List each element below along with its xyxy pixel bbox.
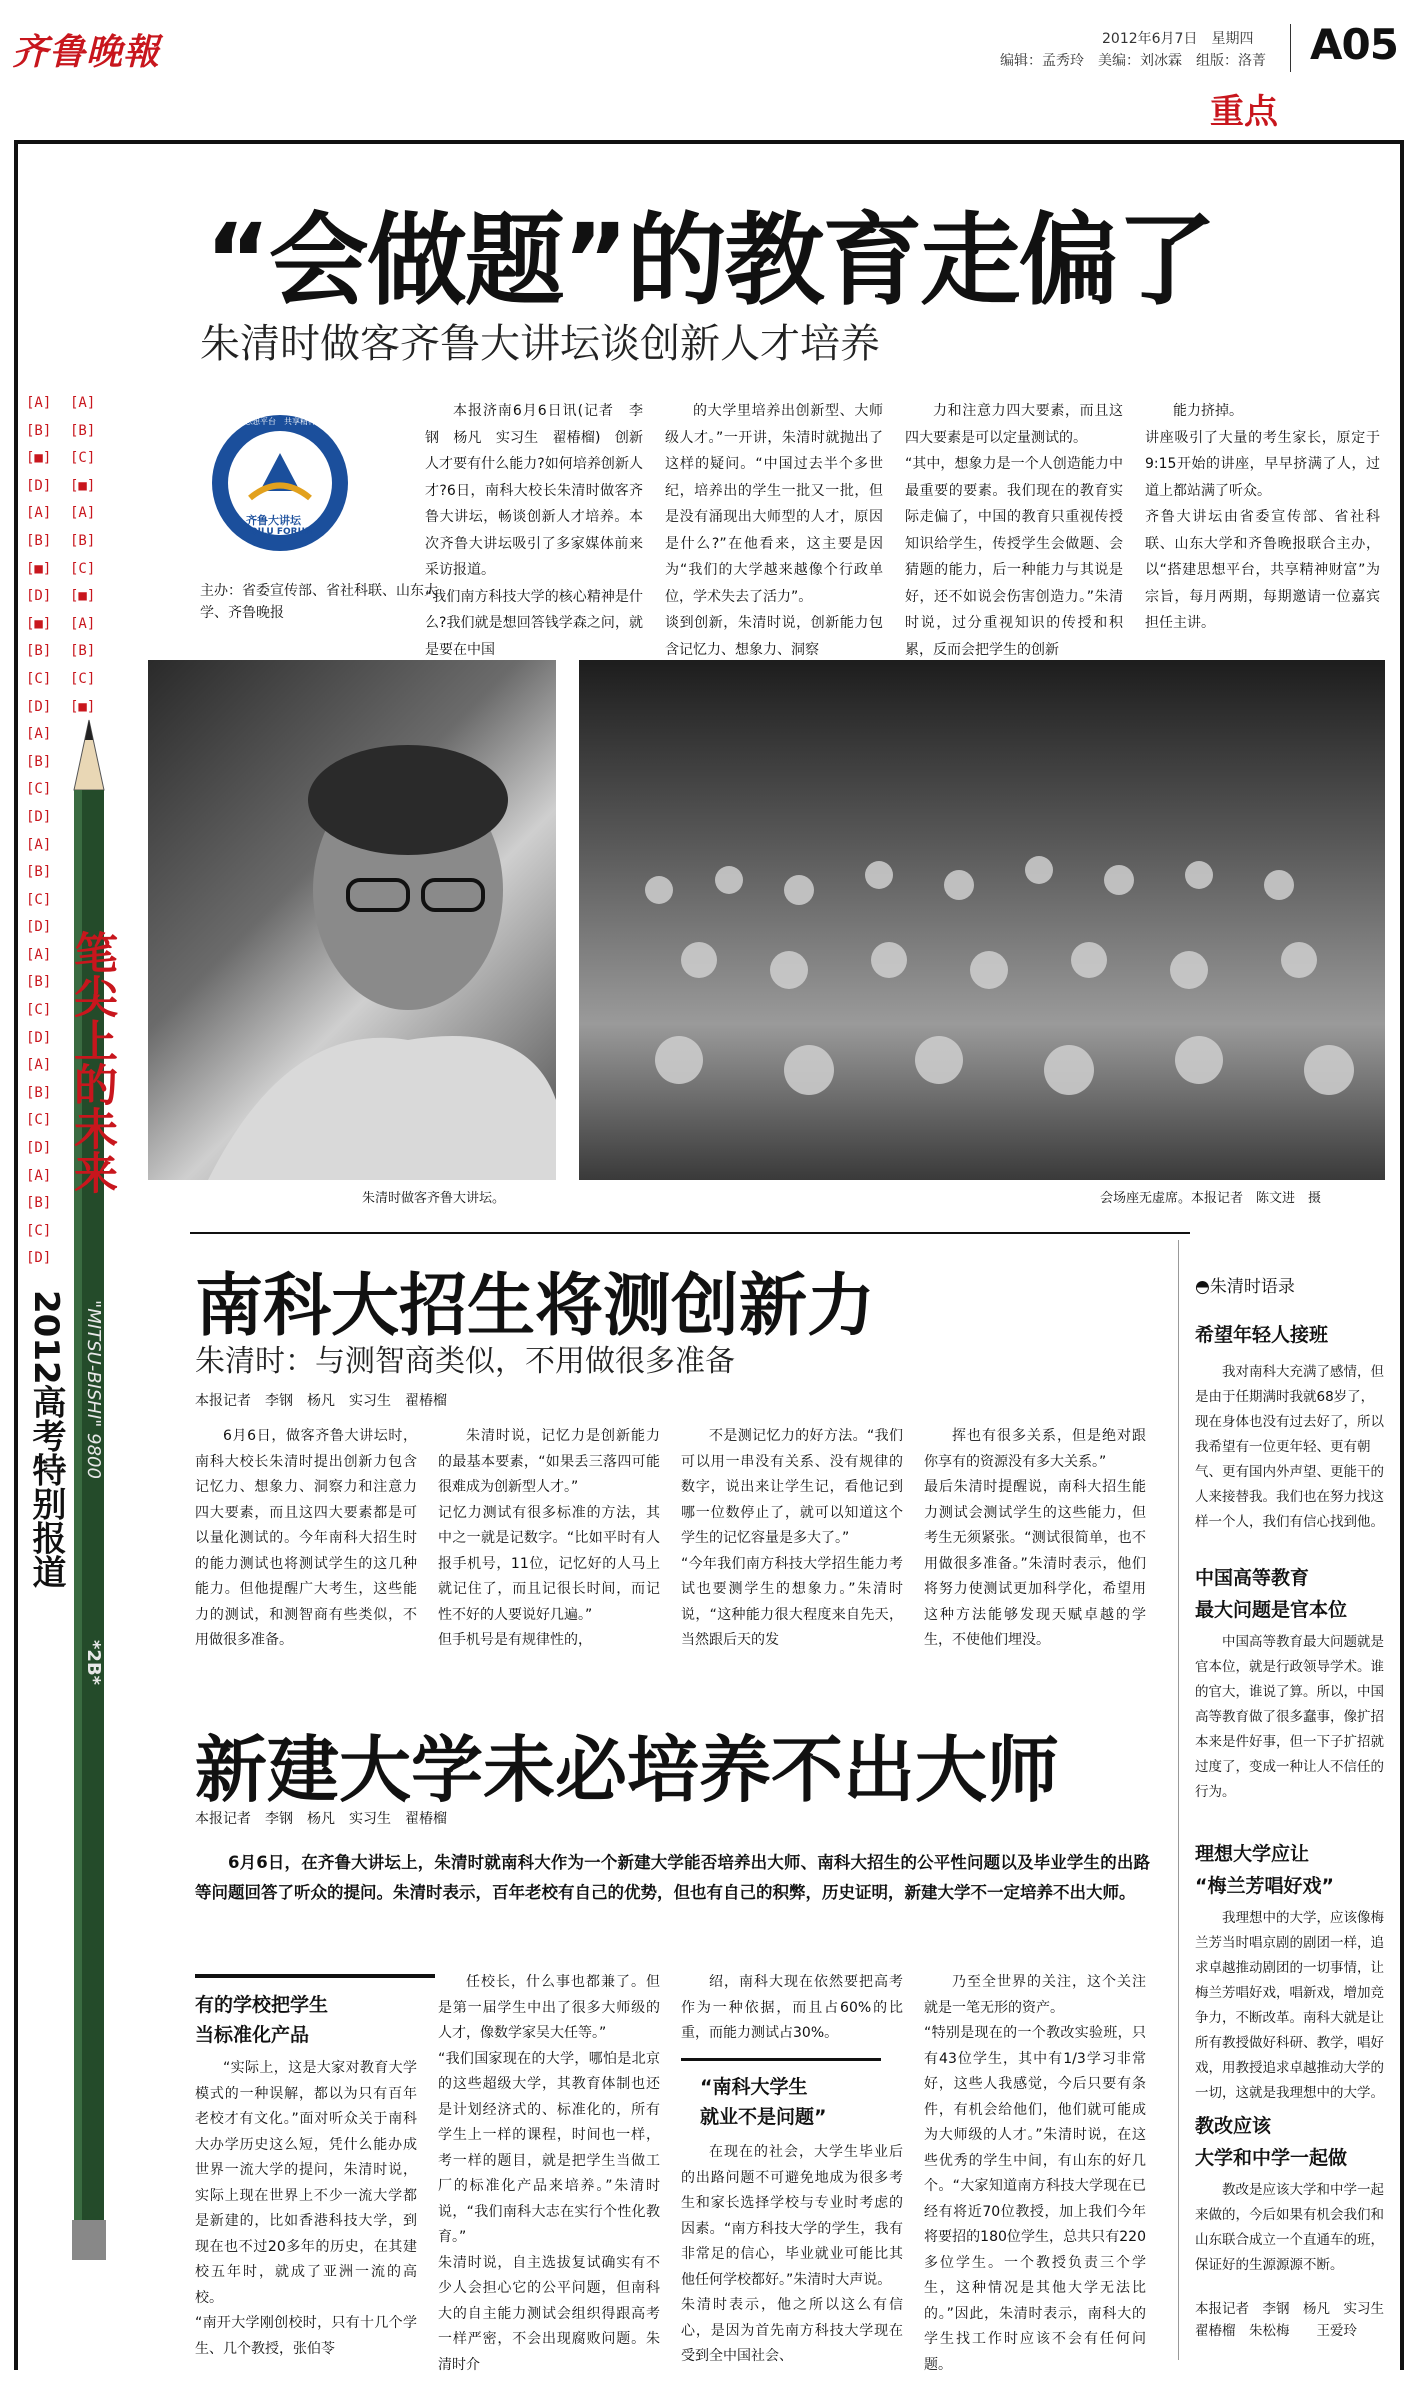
- quotes-divider: [1178, 1240, 1179, 2360]
- answer-options-column-a: [A] [B] [■] [D] [A] [B] [■] [D] [■] [B] [C] [D] [A] [B] [C] [D] [A] [B] [C] [D] [A] [B] [C] [D] [A] [B] [C] [D] [A] [B] [C] [D]: [26, 395, 52, 1267]
- article3-byline: 本报记者 李钢 杨凡 实习生 翟椿榴: [195, 1811, 447, 1827]
- article3-headline: 新建大学未必培养不出大师: [195, 1728, 1060, 1812]
- photo-speaker-caption: 朱清时做客齐鲁大讲坛。: [362, 1191, 506, 1206]
- photo-audience-caption: 会场座无虚席。本报记者 陈文进 摄: [1100, 1191, 1322, 1206]
- article3-col-4: 乃至全世界的关注，这个关注就是一笔无形的资产。 “特别是现在的一个教改实验班，只有43位学生，其中有1/3学习非常好，这些人我感觉，今后只要有条件，有机会给他们，他们就可能成为大师级的人才。”朱清时说，在这些优秀的学生中间，有山东的好几个。“大家知道南方科技大学现在已经有将近70位教授，加上我们今年将要招的180位学生，总共只有220多位学生。一个教授负责三个学生，这种情况是其他大学无法比的。”因此，朱清时表示，南科大的学生找工作时应该不会有任何问题。: [924, 1974, 1146, 2373]
- feature-col-4: 能力挤掉。 讲座吸引了大量的考生家长，原定于9:15开始的讲座，早早挤满了人，过道上都站满了听众。 齐鲁大讲坛由省委宣传部、省社科联、山东大学和齐鲁晚报联合主办，以“搭建思想平台，共享精神财富”为宗旨，每月两期，每期邀请一位嘉宾担任主讲。: [1145, 403, 1380, 631]
- masthead-divider: [1290, 24, 1291, 72]
- article2-col-4: 挥也有很多关系，但是绝对跟你享有的资源没有多大关系。” 最后朱清时提醒说，南科大招生能力测试会测试学生的这些能力，但考生无须紧张。“测试很简单，也不用做很多准备。”朱清时表示，他们将努力使测试更加科学化，希望用这种方法能够发现天赋卓越的学生，不使他们埋没。: [924, 1428, 1146, 1648]
- article3-sub1: 有的学校把学生 当标准化产品: [195, 1994, 329, 2046]
- quote1-title: 希望年轻人接班: [1195, 1324, 1329, 1346]
- article3-col-2: 任校长，什么事也都兼了。但是第一届学生中出了很多大师级的人才，像数学家吴大任等。” “我们国家现在的大学，哪怕是北京的这些超级大学，其教育体制也还是计划经济式的、标准化的，所有学生上一样的课程，时间也一样，考一样的题目，就是把学生当做工厂的标准化产品来培养。”朱清时说，“我们南科大志在实行个性化教育。” 朱清时说，自主选拔复试确实有不少人会担心它的公平问题，但南科大的自主能力测试会组织得跟高考一样严密，不会出现腐败问题。朱清时介: [438, 1974, 660, 2373]
- feature-subhead: 朱清时做客齐鲁大讲坛谈创新人才培养: [200, 321, 880, 367]
- photo-speaker: [148, 660, 556, 1180]
- quote3-title: 理想大学应让 “梅兰芳唱好戏”: [1195, 1843, 1334, 1897]
- article2-col-3: 不是测记忆力的好方法。“我们可以用一串没有关系、没有规律的数字，说出来让学生记，看他记到哪一位数停止了，就可以知道这个学生的记忆容量是多大了。” “今年我们南方科技大学招生能力考试也要测学生的想象力。”朱清时说，“这种能力很大程度来自先天，当然跟后天的发: [681, 1428, 903, 1648]
- article3-sub2: “南科大学生 就业不是问题”: [700, 2076, 827, 2128]
- right-border: [1400, 140, 1404, 2370]
- article3-sub1-rule: [195, 1974, 435, 1978]
- quote2-text: 中国高等教育最大问题就是官本位，就是行政领导学术。谁的官大，谁说了算。所以，中国高等教育做了很多蠢事，像扩招本来是件好事，但一下子扩招就过度了，变成一种让人不信任的行为。: [1195, 1634, 1384, 1800]
- article2-col-1: 6月6日，做客齐鲁大讲坛时，南科大校长朱清时提出创新力包含记忆力、想象力、洞察力和注意力四大要素，而且这四大要素都是可以量化测试的。今年南科大招生时的能力测试也将测试学生的这几种能力。但他提醒广大考生，这些能力的测试，和测智商有些类似，不用做很多准备。: [195, 1428, 417, 1648]
- top-rule: [14, 140, 1404, 144]
- article3-lead: 6月6日，在齐鲁大讲坛上，朱清时就南科大作为一个新建大学能否培养出大师、南科大招生的公平性问题以及毕业学生的出路等问题回答了听众的提问。朱清时表示，百年老校有自己的优势，但也有自己的积弊，历史证明，新建大学不一定培养不出大师。: [195, 1853, 1150, 1902]
- pencil-grade: *2B*: [83, 1640, 104, 1686]
- quotes-credit: 本报记者 李钢 杨凡 实习生 翟椿榴 朱松梅 王爱玲: [1195, 2301, 1398, 2339]
- feature-col-3: 力和注意力四大要素，而且这四大要素是可以定量测试的。 “其中，想象力是一个人创造能力中最重要的要素。我们现在的教育实际走偏了，中国的教育只重视传授知识给学生，传授学生会做题、会猜题的能力，后一种能力与其说是好，还不如说会伤害创造力。”朱清时说，过分重视知识的传授和积累，反而会把学生的创新: [905, 403, 1123, 658]
- section-rule-1: [190, 1232, 1190, 1234]
- article3-sub2-rule: [681, 2058, 881, 2061]
- left-border: [14, 140, 18, 2370]
- sidebar-title: 笔尖上的未来: [66, 930, 117, 1194]
- quote2-title: 中国高等教育 最大问题是官本位: [1195, 1567, 1348, 1621]
- feature-col-2: 的大学里培养出创新型、大师级人才。”一开讲，朱清时就抛出了这样的疑问。“中国过去半个多世纪，培养出的学生一批又一批，但是没有涌现出大师型的人才，原因是什么?”在他看来，这主要是因为“我们的大学越来越像个行政单位，学术失去了活力”。 谈到创新，朱清时说，创新能力包含记忆力、想象力、洞察: [665, 403, 883, 658]
- quote4-text: 教改是应该大学和中学一起来做的，今后如果有机会我们和山东联合成立一个直通车的班，保证好的生源源源不断。: [1195, 2182, 1384, 2273]
- answer-options-column-b: [A] [B] [C] [■] [A] [B] [C] [■] [A] [B] [C] [■]: [70, 395, 96, 715]
- article2-col-2: 朱清时说，记忆力是创新能力的最基本要素，“如果丢三落四可能很难成为创新型人才。” 记忆力测试有很多标准的方法，其中之一就是记数字。“比如平时有人报手机号，11位，记忆好的人马上就记住了，而且记很长时间，而记性不好的人要说好几遍。” 但手机号是有规律性的，: [438, 1428, 660, 1648]
- quotes-header: ◓朱清时语录: [1195, 1277, 1295, 1297]
- sponsors: 主办：省委宣传部、省社科联、山东大学、齐鲁晚报: [200, 583, 438, 621]
- quote1-text: 我对南科大充满了感情，但是由于任期满时我就68岁了，现在身体也没有过去好了，所以我希望有一位更年轻、更有朝气、更有国内外声望、更能干的人来接替我。我们也在努力找这样一个人，我们有信心找到他。: [1195, 1364, 1384, 1530]
- section-label: 重点: [1210, 92, 1278, 132]
- pencil-brand: "MITSU-BISHI" 9800: [83, 1300, 104, 1479]
- forum-logo-en: QILU FORUM: [250, 527, 314, 537]
- editor-credits: 编辑：孟秀玲 美编：刘冰霖 组版：洛菁: [1000, 53, 1266, 69]
- article3-col-3a: 绍，南科大现在依然要把高考作为一种依据，而且占60%的比重，而能力测试占30%。: [681, 1974, 903, 2041]
- page-number: A05: [1310, 20, 1398, 69]
- sidebar-subtitle: 2012高考特别报道: [26, 1290, 66, 1589]
- article3-col-1: “实际上，这是大家对教育大学模式的一种误解，都以为只有百年老校才有文化。”面对听众关于南科大办学历史这么短，凭什么能办成世界一流大学的提问，朱清时说，实际上现在世界上不少一流大学都是新建的，比如香港科技大学，到现在也不过20多年的历史，在其建校五年时，就成了亚洲一流的高校。 “南开大学刚创校时，只有十几个学生、几个教授，张伯苓: [195, 2060, 417, 2357]
- feature-headline: “会做题”的教育走偏了: [205, 202, 1215, 319]
- bullet-icon: ◓: [1195, 1277, 1210, 1297]
- article2-headline: 南科大招生将测创新力: [195, 1267, 876, 1346]
- photo-audience: [579, 660, 1385, 1180]
- quote4-title: 教改应该 大学和中学一起做: [1195, 2115, 1348, 2169]
- quote3-text: 我理想中的大学，应该像梅兰芳当时唱京剧的剧团一样，追求卓越推动剧团的一切事情，让梅兰芳唱好戏，唱新戏，增加竞争力，不断改革。南科大就是让所有教授做好科研、教学，唱好戏，用教授追求卓越推动大学的一切，这就是我理想中的大学。: [1195, 1910, 1384, 2101]
- forum-logo-ring: 搭建思想平台 共享精神财富: [228, 417, 332, 426]
- article2-subhead: 朱清时：与测智商类似，不用做很多准备: [195, 1344, 735, 1379]
- feature-col-1: 本报济南6月6日讯(记者 李钢 杨凡 实习生 翟椿榴) 创新人才要有什么能力?如何培养创新人才?6日，南科大校长朱清时做客齐鲁大讲坛，畅谈创新人才培养。本次齐鲁大讲坛吸引了多家媒体前来采访报道。 “我们南方科技大学的核心精神是什么?我们就是想回答钱学森之问，就是要在中国: [425, 403, 643, 658]
- article2-byline: 本报记者 李钢 杨凡 实习生 翟椿榴: [195, 1393, 447, 1409]
- paper-logo: 齐鲁晚報: [12, 31, 161, 73]
- forum-logo-cn: 齐鲁大讲坛: [246, 514, 301, 527]
- article3-col-3b: 在现在的社会，大学生毕业后的出路问题不可避免地成为很多考生和家长选择学校与专业时考虑的因素。“南方科技大学的学生，我有非常足的信心，毕业就业可能比其他任何学校都好。”朱清时大声说。 朱清时表示，他之所以这么有信心，是因为首先南方科技大学现在受到全中国社会、: [681, 2144, 903, 2364]
- issue-date: 2012年6月7日 星期四: [1102, 31, 1254, 47]
